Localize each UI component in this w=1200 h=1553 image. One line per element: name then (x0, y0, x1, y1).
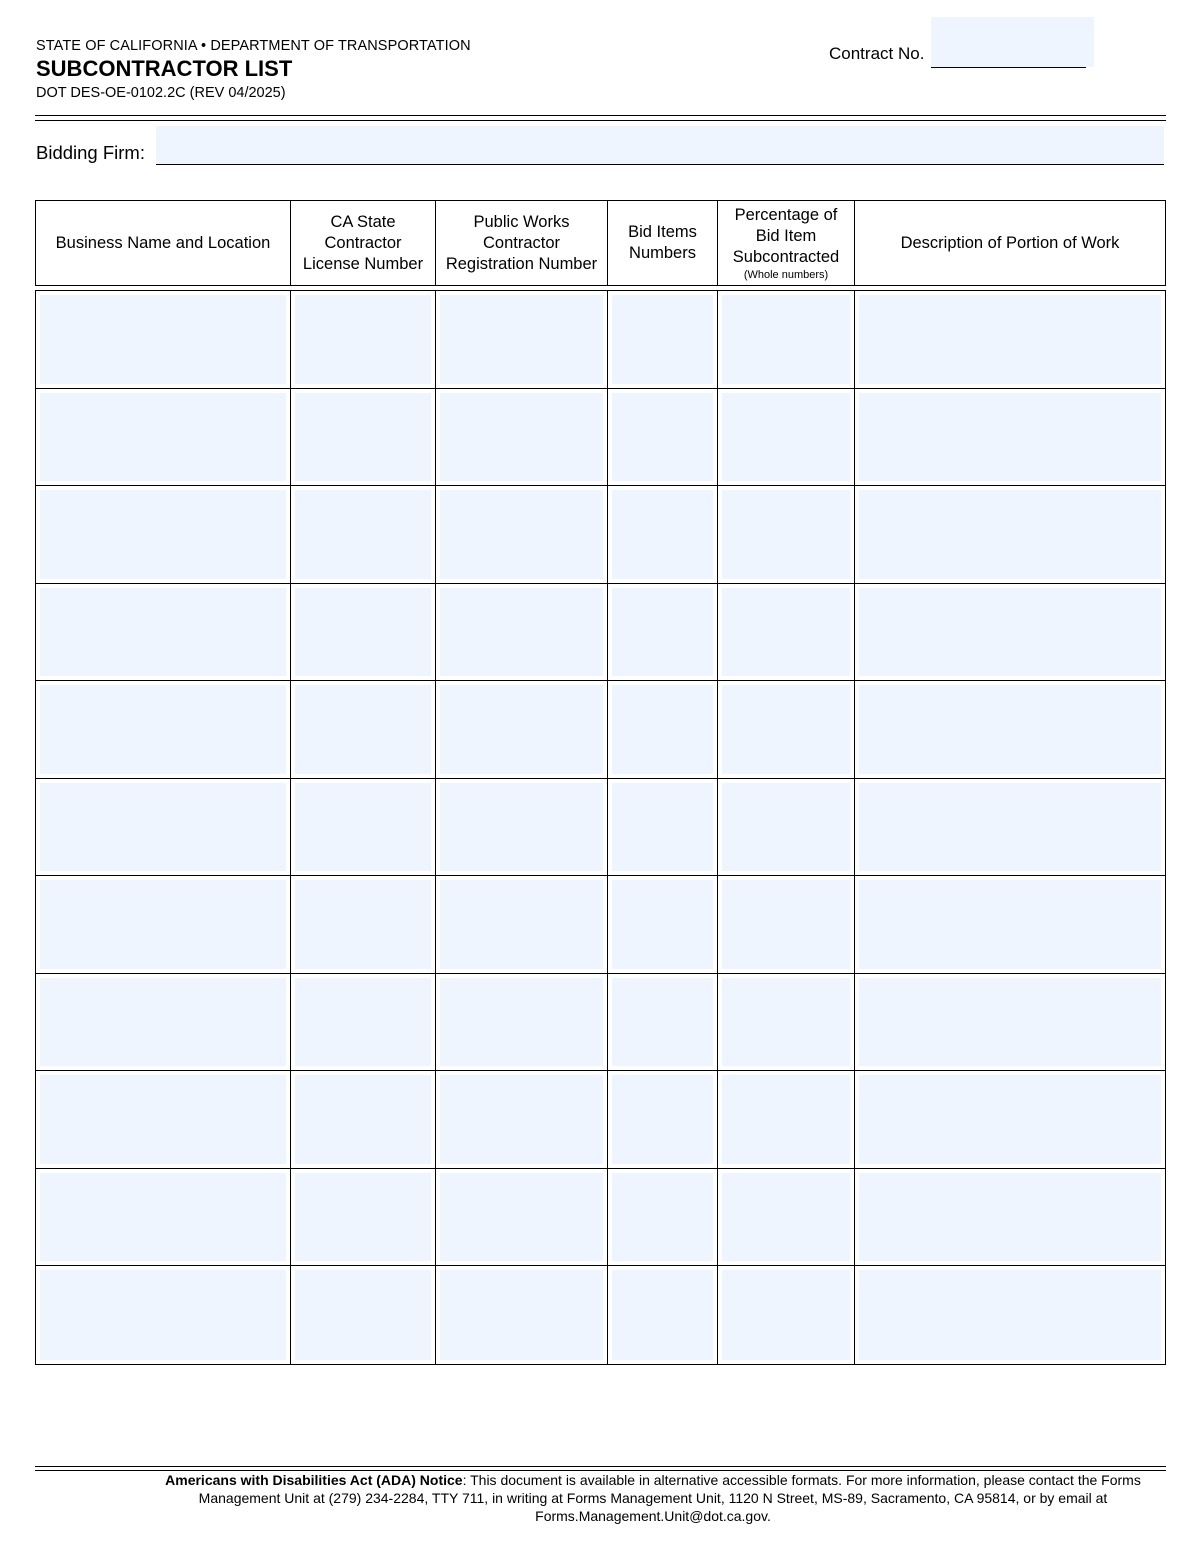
header-divider-top (35, 115, 1166, 116)
subcontractor-table-body (35, 290, 1166, 1365)
contract-number-field[interactable] (931, 17, 1094, 67)
column-header-line: Contractor (482, 233, 561, 252)
description-of-work-field[interactable] (859, 295, 1161, 384)
column-header-line: Business Name and Location (55, 233, 271, 252)
table-cell (718, 584, 855, 681)
table-cell (291, 486, 436, 583)
table-row (36, 779, 1165, 877)
table-cell (436, 974, 608, 1071)
table-cell (291, 974, 436, 1071)
license-number-field[interactable] (295, 1270, 431, 1360)
table-cell (855, 291, 1165, 388)
table-cell (608, 291, 718, 388)
table-cell (436, 1169, 608, 1266)
table-row (36, 681, 1165, 779)
table-cell (36, 584, 291, 681)
registration-number-field[interactable] (440, 490, 603, 579)
table-cell (291, 584, 436, 681)
ada-notice-title: Americans with Disabilities Act (ADA) Notice (165, 1472, 463, 1488)
table-cell (36, 974, 291, 1071)
bid-items-numbers-field[interactable] (612, 880, 713, 969)
ada-notice-text: : This document is available in alternative accessible formats. For more information, please contact the Forms Management Unit at (279) 234-2284, TTY 711, in writing at Forms Management Unit, 1120 N Street, MS-89, Sacramento, CA 95814, or by email at Forms.Management.Unit@dot.ca.gov. (198, 1472, 1141, 1524)
table-cell (36, 876, 291, 973)
table-cell (291, 1266, 436, 1364)
license-number-field[interactable] (295, 1075, 431, 1164)
percentage-subcontracted-field[interactable] (722, 1173, 850, 1262)
column-header-bid-items-numbers (608, 201, 718, 285)
table-cell (36, 486, 291, 583)
percentage-subcontracted-field[interactable] (722, 393, 850, 482)
table-cell (608, 1169, 718, 1266)
table-cell (436, 389, 608, 486)
table-cell (36, 1071, 291, 1168)
form-number: DOT DES-OE-0102.2C (REV 04/2025) (36, 85, 286, 101)
table-row (36, 1266, 1165, 1364)
table-cell (718, 291, 855, 388)
license-number-field[interactable] (295, 393, 431, 482)
business-name-location-field[interactable] (40, 1270, 286, 1360)
description-of-work-field[interactable] (859, 1075, 1161, 1164)
description-of-work-field[interactable] (859, 880, 1161, 969)
table-cell (718, 779, 855, 876)
registration-number-field[interactable] (440, 978, 603, 1067)
form-title: SUBCONTRACTOR LIST (36, 56, 293, 81)
table-cell (36, 681, 291, 778)
table-cell (718, 681, 855, 778)
registration-number-field[interactable] (440, 393, 603, 482)
subcontractor-table-header (35, 200, 1166, 286)
license-number-field[interactable] (295, 685, 431, 774)
table-cell (855, 1266, 1165, 1364)
bidding-firm-label: Bidding Firm: (36, 142, 145, 163)
table-row (36, 486, 1165, 584)
table-cell (718, 1071, 855, 1168)
table-cell (855, 974, 1165, 1071)
table-row (36, 389, 1165, 487)
column-header-percentage-subcontracted (718, 201, 855, 285)
table-cell (855, 584, 1165, 681)
bid-items-numbers-field[interactable] (612, 588, 713, 677)
column-header-line: Registration Number (445, 254, 598, 273)
business-name-location-field[interactable] (40, 1075, 286, 1164)
bid-items-numbers-field[interactable] (612, 978, 713, 1067)
bid-items-numbers-field[interactable] (612, 393, 713, 482)
registration-number-field[interactable] (440, 1075, 603, 1164)
contract-number-label: Contract No. (829, 44, 925, 63)
footer-divider-top (35, 1466, 1166, 1467)
table-cell (436, 1266, 608, 1364)
table-cell (608, 876, 718, 973)
agency-heading: STATE OF CALIFORNIA • DEPARTMENT OF TRANSPORTATION (36, 38, 471, 54)
percentage-subcontracted-field[interactable] (722, 588, 850, 677)
description-of-work-field[interactable] (859, 490, 1161, 579)
license-number-field[interactable] (295, 1173, 431, 1262)
table-cell (436, 291, 608, 388)
description-of-work-field[interactable] (859, 978, 1161, 1067)
table-cell (608, 1071, 718, 1168)
business-name-location-field[interactable] (40, 295, 286, 384)
table-row (36, 876, 1165, 974)
column-header-line: Description of Portion of Work (900, 233, 1120, 252)
bid-items-numbers-field[interactable] (612, 295, 713, 384)
table-cell (36, 291, 291, 388)
bid-items-numbers-field[interactable] (612, 1075, 713, 1164)
license-number-field[interactable] (295, 783, 431, 872)
registration-number-field[interactable] (440, 588, 603, 677)
table-cell (608, 389, 718, 486)
table-cell (718, 389, 855, 486)
bidding-firm-field[interactable] (156, 126, 1164, 165)
column-header-line: Bid Item (755, 226, 817, 245)
column-header-line: License Number (302, 254, 424, 273)
table-row (36, 1071, 1165, 1169)
business-name-location-field[interactable] (40, 978, 286, 1067)
table-cell (608, 974, 718, 1071)
table-cell (291, 779, 436, 876)
table-cell (436, 681, 608, 778)
percentage-subcontracted-field[interactable] (722, 1075, 850, 1164)
table-cell (36, 389, 291, 486)
percentage-subcontracted-field[interactable] (722, 880, 850, 969)
description-of-work-field[interactable] (859, 685, 1161, 774)
column-header-line: Contractor (324, 233, 402, 252)
business-name-location-field[interactable] (40, 783, 286, 872)
table-row (36, 291, 1165, 389)
registration-number-field[interactable] (440, 685, 603, 774)
description-of-work-field[interactable] (859, 783, 1161, 872)
table-cell (36, 1266, 291, 1364)
table-cell (855, 1071, 1165, 1168)
business-name-location-field[interactable] (40, 490, 286, 579)
column-header-line: Numbers (629, 244, 696, 262)
bid-items-numbers-field[interactable] (612, 490, 713, 579)
table-cell (855, 389, 1165, 486)
bid-items-numbers-field[interactable] (612, 685, 713, 774)
ada-notice (140, 1471, 1166, 1525)
table-cell (291, 389, 436, 486)
bid-items-numbers-field[interactable] (612, 1173, 713, 1262)
column-header-note: (Whole numbers) (743, 268, 829, 281)
table-cell (608, 681, 718, 778)
bid-items-numbers-field[interactable] (612, 1270, 713, 1360)
percentage-subcontracted-field[interactable] (722, 490, 850, 579)
table-cell (36, 1169, 291, 1266)
column-header-line: Public Works (473, 212, 570, 231)
table-cell (855, 779, 1165, 876)
percentage-subcontracted-field[interactable] (722, 685, 850, 774)
column-header-business-name-location (36, 201, 291, 285)
table-cell (718, 876, 855, 973)
percentage-subcontracted-field[interactable] (722, 978, 850, 1067)
table-cell (718, 1169, 855, 1266)
license-number-field[interactable] (295, 588, 431, 677)
contract-number-underline (931, 67, 1086, 68)
column-header-line: CA State (330, 212, 396, 231)
registration-number-field[interactable] (440, 295, 603, 384)
description-of-work-field[interactable] (859, 1173, 1161, 1262)
table-cell (855, 876, 1165, 973)
business-name-location-field[interactable] (40, 1173, 286, 1262)
column-header-line: Percentage of (734, 205, 838, 224)
table-row (36, 1169, 1165, 1267)
column-header-registration-number (436, 201, 608, 285)
header-divider-bottom (35, 120, 1166, 121)
table-cell (436, 486, 608, 583)
table-cell (855, 1169, 1165, 1266)
registration-number-field[interactable] (440, 783, 603, 872)
table-cell (436, 584, 608, 681)
table-cell (436, 779, 608, 876)
table-cell (718, 486, 855, 583)
table-cell (855, 681, 1165, 778)
table-cell (608, 584, 718, 681)
table-cell (608, 486, 718, 583)
table-cell (36, 779, 291, 876)
column-header-description-of-work (855, 201, 1165, 285)
bid-items-numbers-field[interactable] (612, 783, 713, 872)
table-cell (718, 1266, 855, 1364)
description-of-work-field[interactable] (859, 1270, 1161, 1360)
table-cell (291, 1169, 436, 1266)
table-cell (436, 1071, 608, 1168)
license-number-field[interactable] (295, 490, 431, 579)
business-name-location-field[interactable] (40, 588, 286, 677)
table-cell (291, 876, 436, 973)
column-header-line: Bid Items (628, 223, 697, 241)
table-cell (718, 974, 855, 1071)
registration-number-field[interactable] (440, 1270, 603, 1360)
table-cell (608, 779, 718, 876)
registration-number-field[interactable] (440, 880, 603, 969)
table-row (36, 584, 1165, 682)
table-cell (291, 681, 436, 778)
percentage-subcontracted-field[interactable] (722, 783, 850, 872)
column-header-license-number (291, 201, 436, 285)
table-cell (855, 486, 1165, 583)
license-number-field[interactable] (295, 295, 431, 384)
description-of-work-field[interactable] (859, 393, 1161, 482)
description-of-work-field[interactable] (859, 588, 1161, 677)
table-cell (291, 1071, 436, 1168)
percentage-subcontracted-field[interactable] (722, 1270, 850, 1360)
table-cell (436, 876, 608, 973)
registration-number-field[interactable] (440, 1173, 603, 1262)
percentage-subcontracted-field[interactable] (722, 295, 850, 384)
table-cell (291, 291, 436, 388)
business-name-location-field[interactable] (40, 880, 286, 969)
license-number-field[interactable] (295, 978, 431, 1067)
business-name-location-field[interactable] (40, 685, 286, 774)
license-number-field[interactable] (295, 880, 431, 969)
column-header-line: Subcontracted (732, 247, 840, 266)
business-name-location-field[interactable] (40, 393, 286, 482)
table-cell (608, 1266, 718, 1364)
table-row (36, 974, 1165, 1072)
